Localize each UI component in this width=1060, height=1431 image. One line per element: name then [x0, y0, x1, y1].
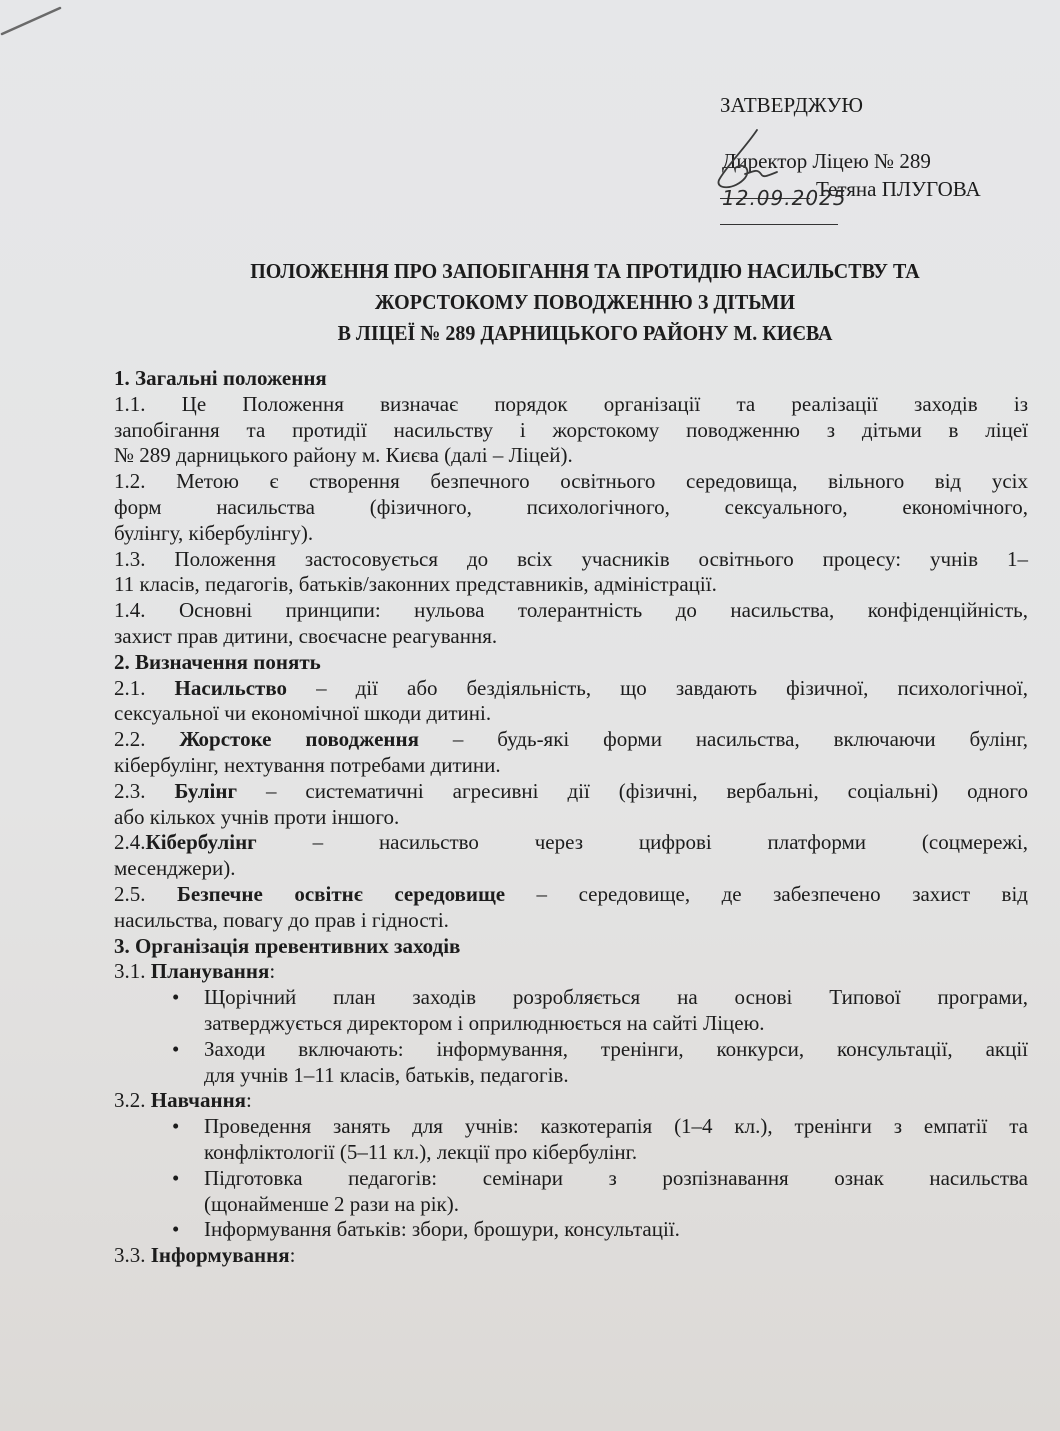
- section-heading: 3. Організація превентивних заходів: [114, 933, 461, 958]
- list-item: [114, 1217, 1028, 1243]
- list-item-line: Проведення занять для учнів: казкотерапія (1–4 кл.), тренінги з емпатії та: [204, 1114, 1028, 1139]
- definition-line: [114, 830, 1028, 856]
- subsection-colon: :: [269, 959, 276, 984]
- bullet-icon: •: [172, 1165, 180, 1190]
- paragraph-line: булінгу, кібербулінгу).: [114, 520, 314, 545]
- section-heading: 1. Загальні положення: [114, 366, 327, 390]
- definition-text: – систематичні агресивні дії (фізичні, вербальні, соціальні) одного: [237, 778, 1028, 803]
- subsection-number: 3.2.: [114, 1088, 151, 1113]
- list-item-line: Підготовка педагогів: семінари з розпізнавання ознак насильства: [204, 1165, 1028, 1190]
- definition-term: Безпечне освітнє середовище: [177, 881, 506, 906]
- approval-role: Директор Ліцею № 289: [722, 149, 931, 173]
- definition-text: – насильство через цифрові платформи (соцмережі,: [256, 830, 1028, 855]
- paragraph-line: 1.4. Основні принципи: нульова толерантність до насильства, конфіденційність,: [114, 598, 1028, 623]
- definition-number: 2.4.: [114, 830, 146, 855]
- subsection-number: 3.3.: [114, 1243, 151, 1268]
- subsection-heading: [114, 959, 1028, 985]
- document-title: [162, 256, 1008, 349]
- paragraph-line: 1.1. Це Положення визначає порядок організації та реалізації заходів із: [114, 391, 1028, 416]
- list-item-line: Інформування батьків: збори, брошури, консультації.: [204, 1217, 680, 1242]
- definition-term: Насильство: [174, 675, 288, 700]
- bullet-list: [114, 1114, 1028, 1243]
- document-body: [114, 366, 1028, 1269]
- list-item: [114, 985, 1028, 1037]
- definition-term: Жорстоке поводження: [179, 727, 419, 752]
- pen-mark: [0, 0, 70, 40]
- approval-title: ЗАТВЕРДЖУЮ: [720, 93, 863, 117]
- subsection-heading: [114, 1243, 1028, 1269]
- list-item: [114, 1166, 1028, 1218]
- list-item-line: Щорічний план заходів розробляється на основі Типової програми,: [204, 985, 1028, 1010]
- definition-number: 2.2.: [114, 727, 180, 752]
- date-line: [720, 224, 838, 225]
- subsection-title: Планування: [150, 959, 270, 984]
- definition-line: сексуальної чи економічної шкоди дитині.: [114, 701, 492, 726]
- list-item-line: Заходи включають: інформування, тренінги, конкурси, консультації, акції: [204, 1036, 1028, 1061]
- definition-line: [114, 779, 1028, 805]
- title-line: В ЛІЦЕЇ № 289 ДАРНИЦЬКОГО РАЙОНУ М. КИЄВА: [337, 321, 833, 345]
- approval-name: Тетяна ПЛУГОВА: [816, 177, 981, 201]
- definition-line: [114, 882, 1028, 908]
- subsection-title: Навчання: [150, 1088, 247, 1113]
- title-line: ЖОРСТОКОМУ ПОВОДЖЕННЮ З ДІТЬМИ: [374, 290, 796, 314]
- list-item-line: (щонайменше 2 рази на рік).: [204, 1191, 459, 1216]
- definition-number: 2.3.: [114, 778, 175, 803]
- definition-number: 2.1.: [114, 675, 175, 700]
- bullet-icon: •: [172, 1036, 180, 1061]
- subsection-title: Інформування: [150, 1243, 290, 1268]
- definition-term: Кібербулінг: [145, 830, 257, 855]
- list-item-line: конфліктології (5–11 кл.), лекції про кібербулінг.: [204, 1139, 638, 1164]
- title-line: ПОЛОЖЕННЯ ПРО ЗАПОБІГАННЯ ТА ПРОТИДІЮ НАСИЛЬСТВУ ТА: [250, 259, 920, 283]
- bullet-icon: •: [172, 1217, 180, 1242]
- list-item-line: для учнів 1–11 класів, батьків, педагогів.: [204, 1062, 569, 1087]
- bullet-list: [114, 985, 1028, 1088]
- subsection-colon: :: [246, 1088, 252, 1113]
- definition-line: [114, 676, 1028, 702]
- paragraph-line: захист прав дитини, своєчасне реагування.: [114, 623, 498, 648]
- paragraph-line: запобігання та протидії насильству і жорстокому поводженню з дітьми в ліцеї: [114, 417, 1028, 442]
- subsection-heading: [114, 1088, 1028, 1114]
- definition-text: – будь-які форми насильства, включаючи булінг,: [419, 727, 1029, 752]
- definition-number: 2.5.: [114, 881, 178, 906]
- paragraph-line: № 289 дарницького району м. Києва (далі – Ліцей).: [114, 443, 573, 468]
- paragraph-line: 11 класів, педагогів, батьків/законних представників, адміністрації.: [114, 572, 717, 597]
- bullet-icon: •: [172, 985, 180, 1010]
- paragraph-line: 1.2. Метою є створення безпечного освітнього середовища, вільного від усіх: [114, 469, 1028, 494]
- definition-line: кібербулінг, нехтування потребами дитини.: [114, 752, 501, 777]
- subsection-colon: :: [289, 1243, 296, 1268]
- section-heading: 2. Визначення понять: [114, 649, 321, 674]
- paragraph-line: форм насильства (фізичного, психологічного, сексуального, економічного,: [114, 494, 1028, 519]
- definition-line: насильства, повагу до прав і гідності.: [114, 907, 449, 932]
- definition-text: – середовище, де забезпечено захист від: [505, 881, 1028, 906]
- list-item: [114, 1037, 1028, 1089]
- definition-line: або кількох учнів проти іншого.: [114, 804, 400, 829]
- paragraph-line: 1.3. Положення застосовується до всіх учасників освітнього процесу: учнів 1–: [114, 546, 1028, 571]
- bullet-icon: •: [172, 1114, 180, 1139]
- definition-term: Булінг: [174, 778, 238, 803]
- definition-line: [114, 727, 1028, 753]
- subsection-number: 3.1.: [114, 959, 151, 984]
- definition-text: – дії або бездіяльність, що завдають фізичної, психологічної,: [287, 675, 1028, 700]
- definition-line: месенджери).: [114, 856, 236, 881]
- list-item: [114, 1114, 1028, 1166]
- list-item-line: затверджується директором і оприлюднюється на сайті Ліцею.: [204, 1010, 765, 1035]
- handwritten-date: 12.09.2025: [722, 186, 847, 210]
